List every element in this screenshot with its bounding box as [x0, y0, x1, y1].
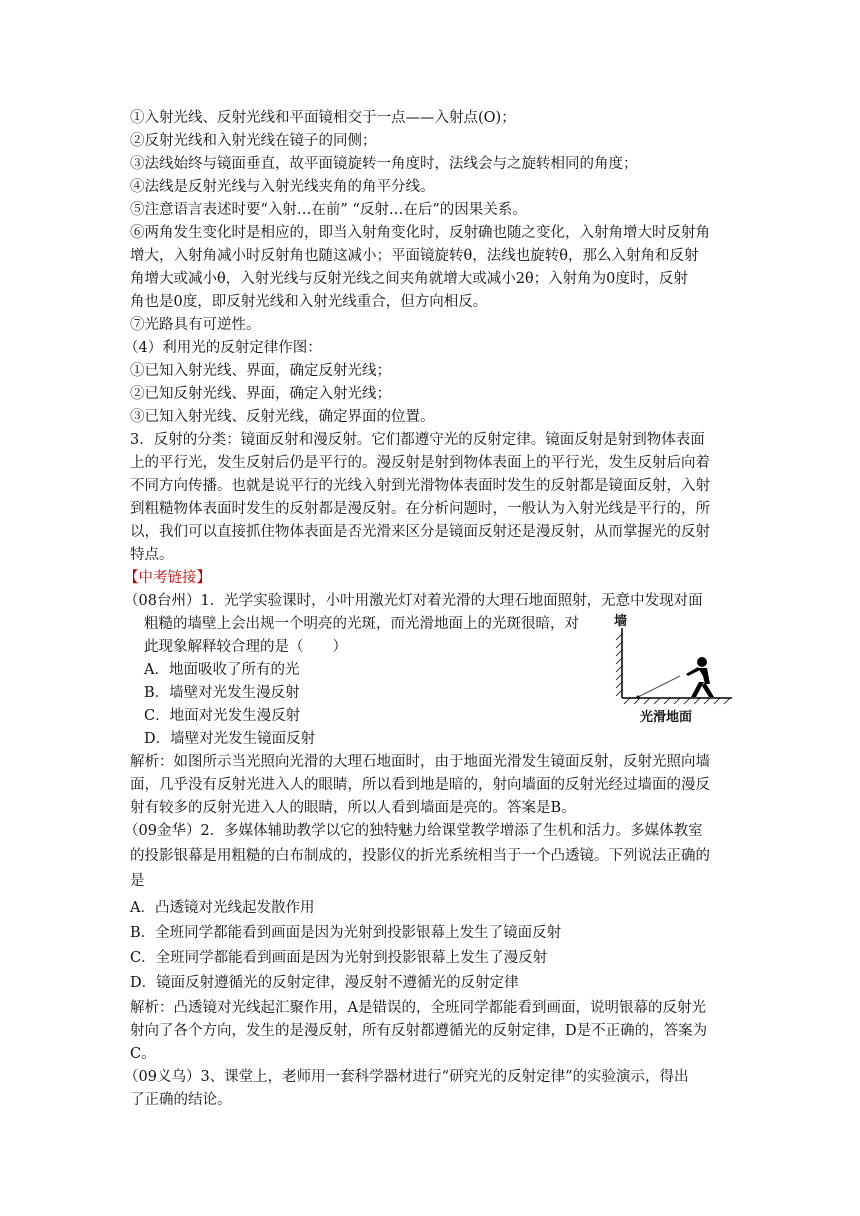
point-line: ④法线是反射光线与入射光线夹角的角平分线。 [130, 179, 435, 195]
q2-stem-line: 的投影银幕是用粗糙的白布制成的，投影仪的折光系统相当于一个凸透镜。下列说法正确的 [130, 848, 710, 864]
classification-line: 到粗糙物体表面时发生的反射都是漫反射。在分析问题时，一般认为入射光线是平行的，所 [130, 501, 710, 517]
q3-stem-line: （09义乌）3、课堂上，老师用一套科学器材进行“研究光的反射定律”的实验演示，得出 [124, 1069, 689, 1085]
q1-stem-line: （08台州）1．光学实验课时，小叶用激光灯对着光滑的大理石地面照射，无意中发现对面 [124, 593, 703, 609]
wall-hatching [616, 634, 622, 696]
classification-line: 特点。 [130, 547, 174, 563]
q1-option: B．墙壁对光发生漫反射 [144, 685, 300, 701]
light-spot [637, 696, 640, 699]
q2-analysis-line: 射向了各个方向，发生的是漫反射，所有反射都遵循光的反射定律，D是不正确的，答案为 [130, 1023, 708, 1039]
wall-floor-figure [610, 606, 736, 730]
floor-hatching [624, 698, 730, 704]
q2-stem-line: 是 [130, 873, 145, 889]
point-line: ①入射光线、反射光线和平面镜相交于一点——入射点(O)； [130, 110, 516, 126]
point-line: ③法线始终与镜面垂直，故平面镜旋转一角度时，法线会与之旋转相同的角度； [130, 156, 638, 172]
classification-line: 上的平行光，发生反射后仍是平行的。漫反射是射到物体表面上的平行光，发生反射后向着 [130, 455, 710, 471]
person-figure [686, 657, 714, 697]
q1-option: A．地面吸收了所有的光 [144, 662, 300, 678]
laser-beam [638, 676, 680, 697]
q2-option: A．凸透镜对光线起发散作用 [130, 900, 315, 916]
q2-option: B．全班同学都能看到画面是因为光射到投影银幕上发生了镜面反射 [130, 925, 562, 941]
q1-stem-line: 此现象解释较合理的是（ ） [144, 639, 347, 655]
drawing-heading: （4）利用光的反射定律作图： [124, 340, 322, 356]
point-line: 角也是0度，即反射光线和入射光线重合，但方向相反。 [130, 294, 488, 310]
classification-line: 以，我们可以直接抓住物体表面是否光滑来区分是镜面反射还是漫反射，从而掌握光的反射 [130, 524, 710, 540]
q1-analysis-line: 射有较多的反射光进入人的眼睛，所以人看到墙面是亮的。答案是B。 [130, 800, 576, 816]
wall-label: 墙 [614, 614, 628, 629]
q1-option: C．地面对光发生漫反射 [144, 708, 301, 724]
q2-analysis-line: 解析：凸透镜对光线起汇聚作用，A是错误的，全班同学都能看到画面，说明银幕的反射光 [130, 1000, 706, 1016]
q2-analysis-line: C。 [130, 1046, 156, 1062]
drawing-item: ②已知反射光线、界面，确定入射光线； [130, 386, 391, 402]
section-title: 【中考链接】 [124, 570, 211, 586]
figure-drawing [610, 606, 736, 706]
q1-analysis-line: 面，几乎没有反射光进入人的眼睛，所以看到地是暗的，射向墙面的反射光经过墙面的漫反 [130, 777, 710, 793]
ground-label: 光滑地面 [640, 710, 693, 725]
point-line: ⑥两角发生变化时是相应的，即当入射角变化时，反射确也随之变化，入射角增大时反射角 [130, 225, 710, 241]
point-line: ⑦光路具有可逆性。 [130, 317, 261, 333]
point-line: ②反射光线和入射光线在镜子的同侧； [130, 133, 377, 149]
q1-option: D．墙壁对光发生镜面反射 [144, 731, 316, 747]
classification-line: 3．反射的分类：镜面反射和漫反射。它们都遵守光的反射定律。镜面反射是射到物体表面 [130, 432, 705, 448]
point-line: 增大，入射角减小时反射角也随这减小；平面镜旋转θ，法线也旋转θ，那么入射角和反射 [130, 248, 699, 264]
q1-stem-line: 粗糙的墙壁上会出规一个明亮的光斑，而光滑地面上的光斑很暗，对 [144, 616, 579, 632]
drawing-item: ③已知入射光线、反射光线，确定界面的位置。 [130, 409, 435, 425]
drawing-item: ①已知入射光线、界面，确定反射光线； [130, 363, 391, 379]
q2-option: D．镜面反射遵循光的反射定律，漫反射不遵循光的反射定律 [130, 975, 519, 991]
q1-analysis-line: 解析：如图所示当光照向光滑的大理石地面时，由于地面光滑发生镜面反射，反射光照向墙 [130, 754, 710, 770]
point-line: ⑤注意语言表述时要“入射…在前” “反射…在后”的因果关系。 [130, 202, 527, 218]
point-line: 角增大或减小θ，入射光线与反射光线之间夹角就增大或减小2θ；入射角为0度时，反射 [130, 271, 688, 287]
classification-line: 不同方向传播。也就是说平行的光线入射到光滑物体表面时发生的反射都是镜面反射，入射 [130, 478, 710, 494]
q3-stem-line: 了正确的结论。 [130, 1092, 232, 1108]
q2-stem-line: （09金华）2．多媒体辅助教学以它的独特魅力给课堂教学增添了生机和活力。多媒体教室 [124, 823, 703, 839]
q2-option: C．全班同学都能看到画面是因为光射到投影银幕上发生了漫反射 [130, 950, 548, 966]
